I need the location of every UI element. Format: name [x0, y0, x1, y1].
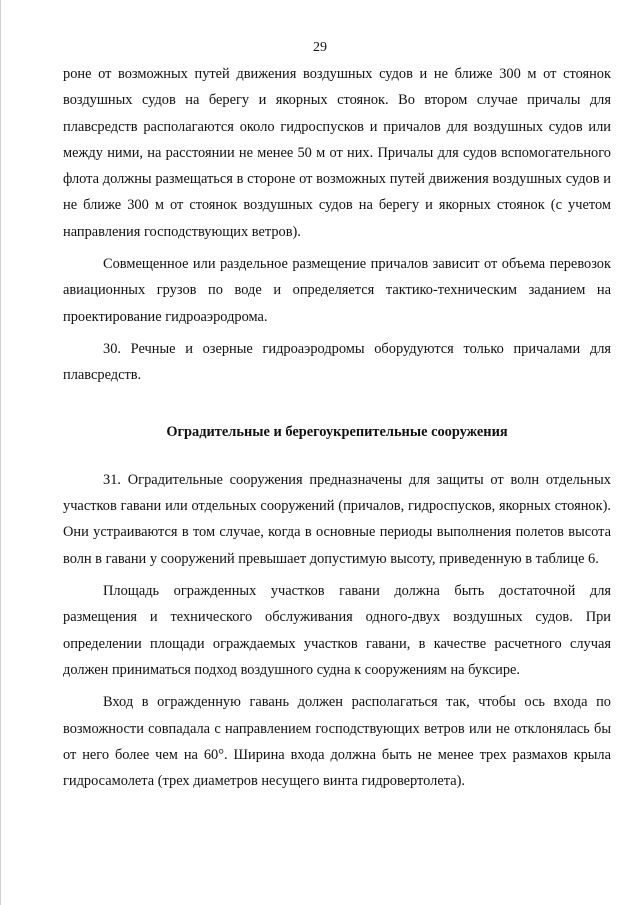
paragraph-berth-placement: Совмещенное или раздельное размещение причалов зависит от объема перевозок авиационных грузов по воде и определяется тактико-техническим заданием на проектирование гидроаэродрома. [63, 256, 611, 325]
paragraph-harbor-area: Площадь огражденных участков гавани должна быть достаточной для размещения и технического обслуживания одного-двух воздушных судов. При определении площади ограждаемых участков гавани, в качестве расчетного случая должен приниматься подход воздушного судна к сооружениям на буксире. [63, 583, 611, 678]
paragraph-continuation: роне от возможных путей движения воздушных судов и не ближе 300 м от стоянок воздушных судов на берегу и якорных стоянок. Во втором случае причалы для плавсредств располагаются около гидроспусков и причалов для воздушных судов или между ними, на расстоянии не менее 50 м от них. Причалы для судов вспомогательного флота должны размещаться в стороне от возможных путей движения воздушных судов и не ближе 300 м от стоянок воздушных судов на берегу и якорных стоянок (с учетом направления господствующих ветров). [63, 66, 611, 240]
page-number: 29 [313, 40, 327, 55]
paragraph-harbor-entrance: Вход в огражденную гавань должен располагаться так, чтобы ось входа по возможности совпадала с направлением господствующих ветров или не отклонялась бы от него более чем на 60°. Ширина входа должна быть не менее трех размахов крыла гидросамолета (трех диаметров несущего винта гидровертолета). [63, 694, 611, 790]
paragraph-item-30: 30. Речные и озерные гидроаэродромы оборудуются только причалами для плавсредств. [63, 340, 611, 384]
paragraph-item-31: 31. Оградительные сооружения предназначены для защиты от волн отдельных участков гавани или отдельных сооружений (причалов, гидроспусков, якорных стоянок). Они устраиваются в том случае, когда в основные периоды выполнения полетов высота волн в гавани у сооружений превышает допустимую высоту, приведенную в таблице 6. [63, 471, 611, 567]
document-body [63, 61, 611, 794]
section-heading: Оградительные и берегоукрепительные сооружения [166, 423, 508, 440]
page-edge-line [0, 0, 1, 905]
